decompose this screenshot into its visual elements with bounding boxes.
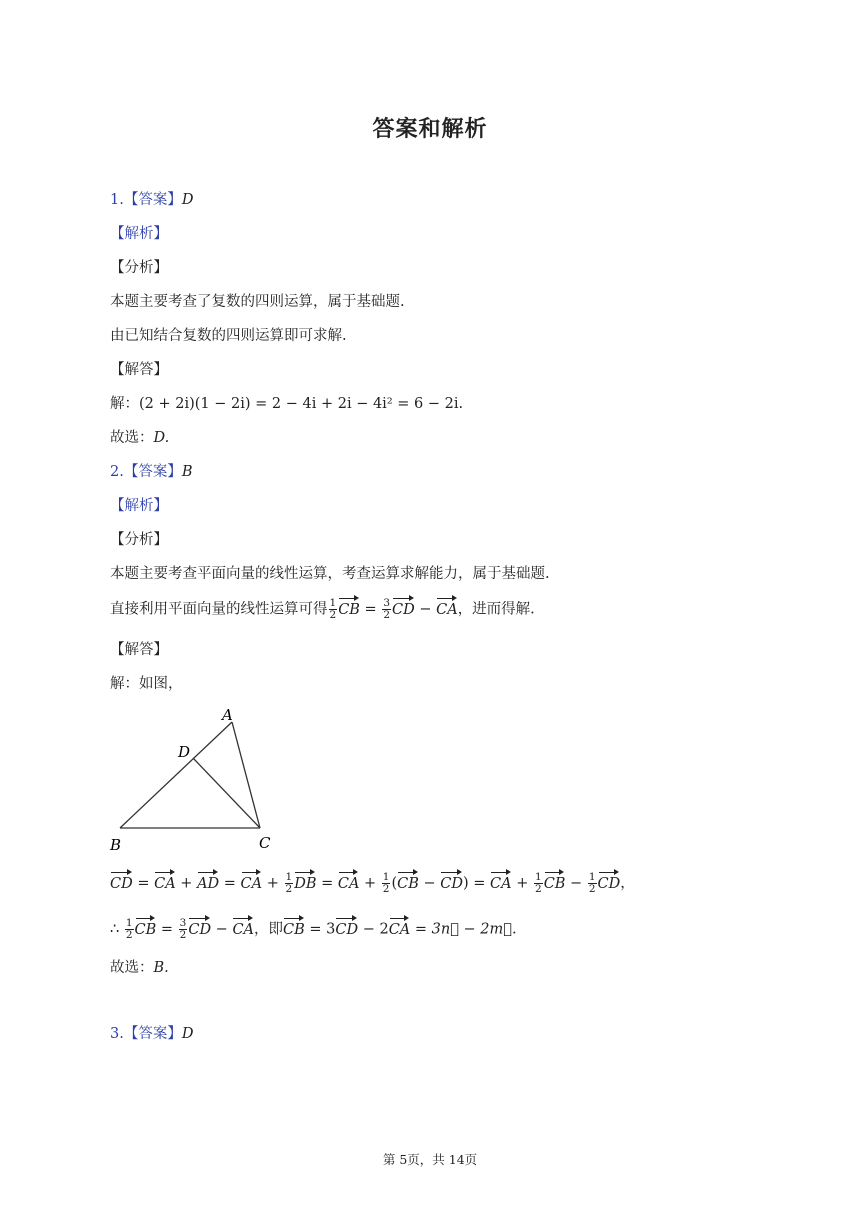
- q3-answer: D: [181, 1026, 194, 1042]
- q2-fenxi-suffix: ，进而得解.: [457, 601, 535, 618]
- label-a: A: [222, 706, 233, 724]
- q2-fenxi-prefix: 直接利用平面向量的线性运算可得: [110, 601, 328, 618]
- fraction-three-halves: $\frac{3}{2}$: [383, 597, 390, 621]
- q1-answer-line: [110, 190, 193, 210]
- q1-number: 1.: [110, 192, 124, 208]
- q1-choose-value: D.: [153, 430, 170, 446]
- q2-fenxi-text-2: 直接利用平面向量的线性运算可得 $\frac{1}{2}$ CB = $\frac{3}{2}$ CD − CA，进而得解.: [110, 597, 535, 621]
- q2-choose-value: B.: [153, 960, 169, 976]
- q2-eq1-comma: ，: [620, 875, 635, 892]
- q3-answer-line: [110, 1024, 193, 1044]
- q2-answer-tag: 【答案】: [123, 464, 182, 480]
- q2-choose: [110, 958, 169, 978]
- q2-sol-intro: 解：如图，: [110, 676, 183, 692]
- q1-answer: D: [181, 192, 194, 208]
- edge-ac: [232, 722, 260, 828]
- q2-equation-1: CD = CA + AD = CA + $\frac{1}{2}$ DB = CA + $\frac{1}{2}$ (CB − CD) = CA + $\frac{1}{2}$ CB − $\frac{1}{2}$ CD，: [110, 871, 635, 895]
- q2-fenxi: 【分析】: [110, 532, 168, 548]
- q2-jieda: 【解答】: [110, 642, 168, 658]
- q1-jiexi: 【解析】: [110, 226, 168, 242]
- q1-answer-tag: 【答案】: [123, 192, 182, 208]
- q2-equation-2: ∴ $\frac{1}{2}$ CB = $\frac{3}{2}$ CD − CA，即CB = 3CD − 2CA = 3n⃗ − 2m⃗.: [110, 917, 517, 941]
- q1-fenxi-text-1: 本题主要考查了复数的四则运算，属于基础题.: [110, 294, 405, 310]
- edge-ba: [120, 722, 232, 828]
- q2-jiexi: 【解析】: [110, 498, 168, 514]
- q3-number: 3.: [110, 1026, 124, 1042]
- label-b: B: [110, 836, 122, 854]
- q1-fenxi: 【分析】: [110, 260, 168, 276]
- q2-fenxi-text-1: 本题主要考查平面向量的线性运算，考查运算求解能力，属于基础题.: [110, 566, 550, 582]
- therefore-symbol: ∴: [110, 921, 120, 938]
- q2-ji: ，即: [254, 921, 284, 938]
- q1-sol-equation: (2 + 2i)(1 − 2i) = 2 − 4i + 2i − 4i² = 6 − 2i.: [139, 396, 464, 412]
- q2-eq2-end: 3n⃗ − 2m⃗.: [431, 921, 517, 938]
- q1-fenxi-text-2: 由已知结合复数的四则运算即可求解.: [110, 328, 347, 344]
- q1-choose-prefix: 故选：: [110, 430, 154, 446]
- q2-number: 2.: [110, 464, 124, 480]
- segment-dc: [193, 758, 260, 828]
- q1-sol-prefix: 解：: [110, 396, 139, 412]
- q2-answer-line: [110, 462, 193, 482]
- label-d: D: [178, 743, 191, 761]
- q1-jieda: 【解答】: [110, 362, 168, 378]
- fraction-half: $\frac{1}{2}$: [329, 597, 337, 621]
- q3-answer-tag: 【答案】: [123, 1026, 182, 1042]
- q1-solution: [110, 394, 463, 414]
- page-footer: 第 5页，共 14页: [382, 1152, 478, 1167]
- q1-choose: [110, 428, 169, 448]
- q2-answer: B: [181, 464, 193, 480]
- triangle-figure: [108, 702, 278, 854]
- q2-choose-prefix: 故选：: [110, 960, 154, 976]
- page-title: 答案和解析: [372, 117, 488, 142]
- label-c: C: [259, 834, 271, 852]
